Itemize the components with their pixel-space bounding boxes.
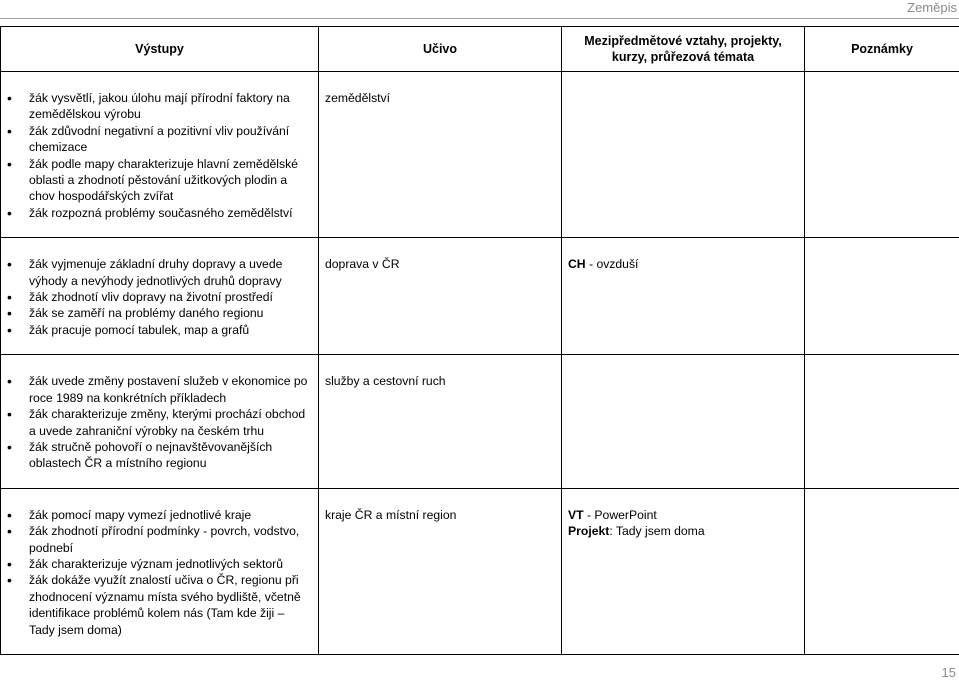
topic-cell: doprava v ČR <box>319 238 562 355</box>
outcome-item: • žák dokáže využít znalostí učiva o ČR, regionu při zhodnocení významu místa svého bydliště, včetně identifikace problémů kolem nás (Tam kde žiji – Tady jsem doma) <box>7 572 312 638</box>
relation-subject: CH <box>568 257 586 272</box>
outcome-item: • žák zhodnotí přírodní podmínky - povrch, vodstvo, podnebí <box>7 523 312 556</box>
table-row <box>1 72 959 238</box>
topic-cell: kraje ČR a místní region <box>319 488 562 654</box>
outcome-item: • žák podle mapy charakterizuje hlavní zemědělské oblasti a zhodnotí pěstování užitkových plodin a chov hospodářských zvířat <box>7 156 312 205</box>
table-row <box>1 355 959 488</box>
col-header-outcomes: Výstupy <box>1 27 319 72</box>
topic-cell: služby a cestovní ruch <box>319 355 562 488</box>
outcomes-cell <box>1 355 319 488</box>
relation-item <box>568 507 798 523</box>
relations-cell <box>562 72 805 238</box>
outcome-item: • žák charakterizuje význam jednotlivých sektorů <box>7 556 312 572</box>
col-header-relations: Mezipředmětové vztahy, projekty, kurzy, průřezová témata <box>562 27 805 72</box>
subject-label: Zeměpis <box>907 0 957 15</box>
relation-text: - PowerPoint <box>583 507 657 522</box>
outcome-item: • žák zhodnotí vliv dopravy na životní prostředí <box>7 289 312 305</box>
outcome-item: • žák vysvětlí, jakou úlohu mají přírodní faktory na zemědělskou výrobu <box>7 90 312 123</box>
outcomes-cell <box>1 72 319 238</box>
relations-cell <box>562 355 805 488</box>
outcome-item: • žák rozpozná problémy současného zemědělství <box>7 205 312 221</box>
relation-item <box>568 256 798 272</box>
outcomes-cell <box>1 488 319 654</box>
outcome-item: • žák pomocí mapy vymezí jednotlivé kraje <box>7 507 312 523</box>
col-header-notes: Poznámky <box>805 27 959 72</box>
relations-cell <box>562 488 805 654</box>
relation-subject: VT <box>568 507 584 522</box>
outcome-item: • žák zdůvodní negativní a pozitivní vliv používání chemizace <box>7 123 312 156</box>
outcomes-cell <box>1 238 319 355</box>
topic-cell: zemědělství <box>319 72 562 238</box>
table-row <box>1 488 959 654</box>
curriculum-table <box>0 26 959 655</box>
page-number: 15 <box>941 665 956 680</box>
notes-cell <box>805 72 959 238</box>
relation-subject: Projekt <box>568 524 610 539</box>
outcome-item: • žák charakterizuje změny, kterými prochází obchod a uvede zahraniční výrobky na českém trhu <box>7 406 312 439</box>
outcome-item: • žák pracuje pomocí tabulek, map a grafů <box>7 322 312 338</box>
table-header-row <box>1 27 959 72</box>
relations-cell <box>562 238 805 355</box>
notes-cell <box>805 238 959 355</box>
relation-text: - ovzduší <box>585 257 639 272</box>
outcome-item: • žák uvede změny postavení služeb v ekonomice po roce 1989 na konkrétních příkladech <box>7 373 312 406</box>
table-row <box>1 238 959 355</box>
relation-item <box>568 523 798 539</box>
col-header-topic: Učivo <box>319 27 562 72</box>
notes-cell <box>805 488 959 654</box>
outcome-item: • žák stručně pohovoří o nejnavštěvovanějších oblastech ČR a místního regionu <box>7 439 312 472</box>
relation-text: : Tady jsem doma <box>609 524 705 539</box>
notes-cell <box>805 355 959 488</box>
outcome-item: • žák vyjmenuje základní druhy dopravy a uvede výhody a nevýhody jednotlivých druhů dopravy <box>7 256 312 289</box>
outcome-item: • žák se zaměří na problémy daného regionu <box>7 305 312 321</box>
header-divider <box>0 18 959 19</box>
